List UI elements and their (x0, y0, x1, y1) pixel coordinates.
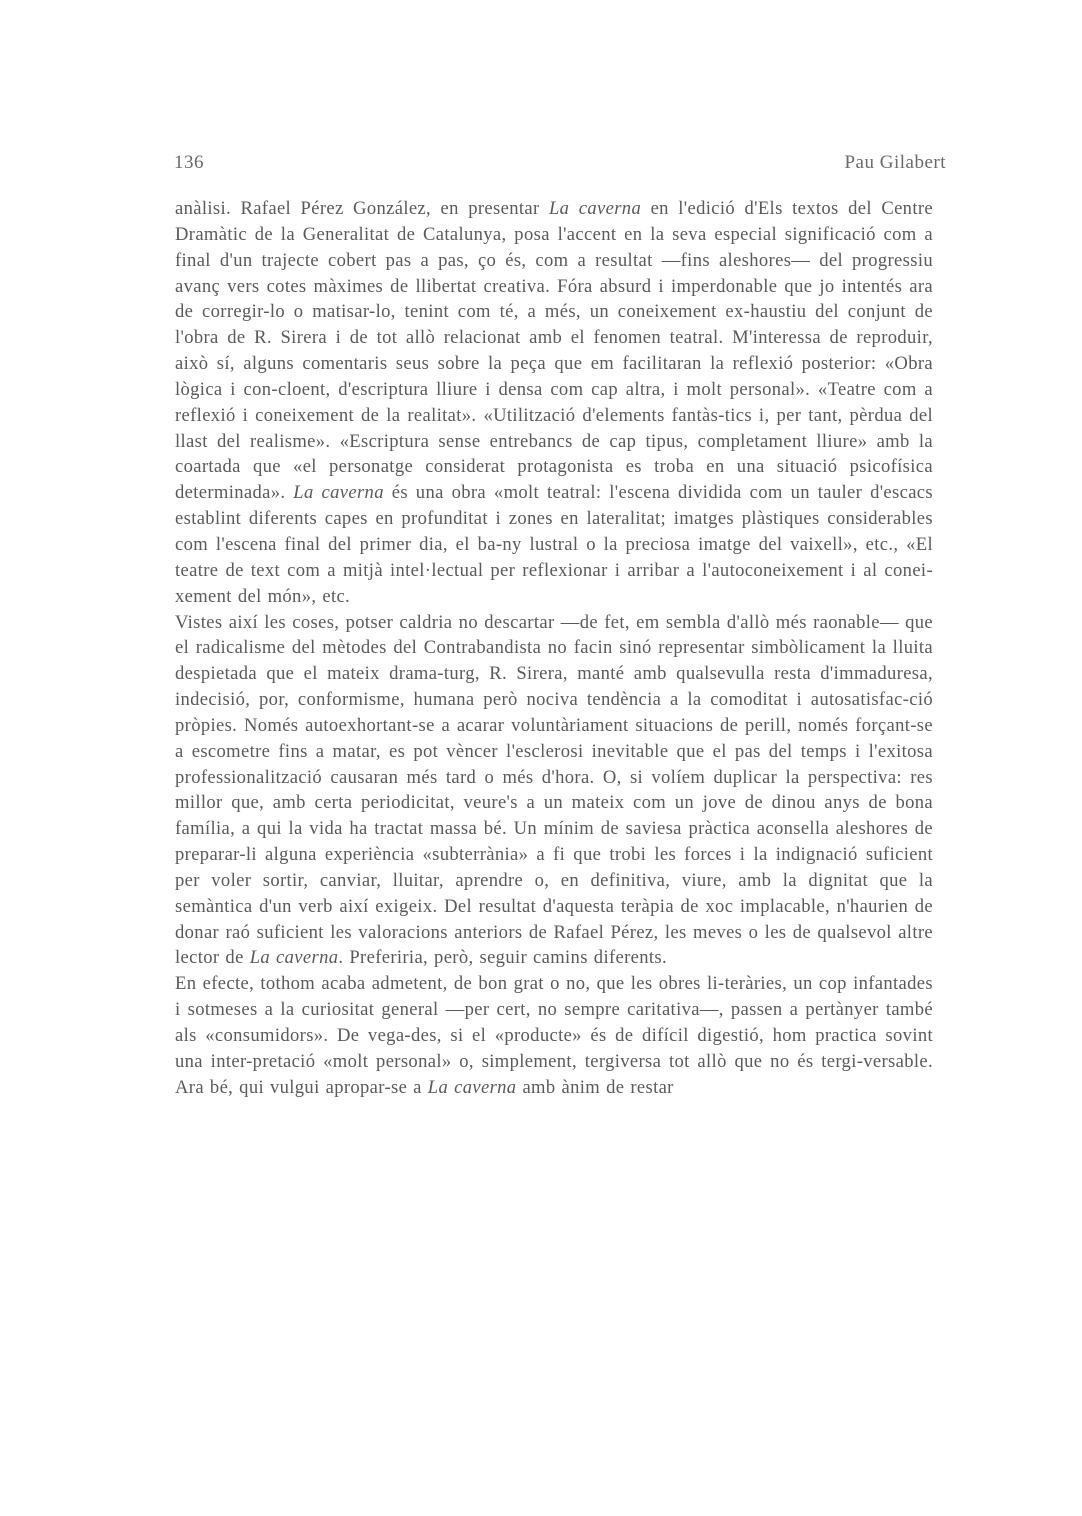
running-head (174, 142, 946, 174)
paragraph-2: Vistes així les coses, potser caldria no descartar —de fet, em sembla d'allò més raonable— que el radicalisme del mètodes del Contrabandista no facin sinó representar simbòlicament la lluita despietada que el mateix drama-turg, R. Sirera, manté amb qualsevulla resta d'immaduresa, indecisió, por, conformisme, humana però nociva tendència a la comoditat i autosatisfac-ció pròpies. Només autoexhortant-se a acarar voluntàriament situacions de perill, només forçant-se a escometre fins a matar, es pot vèncer l'esclerosi inevitable que el pas del temps i l'exitosa professionalització causaran més tard o més d'hora. O, si volíem duplicar la perspectiva: res millor que, amb certa periodicitat, veure's a un mateix com un jove de dinou anys de bona família, a qui la vida ha tractat massa bé. Un mínim de saviesa pràctica aconsella aleshores de preparar-li alguna experiència «subterrània» a fi que trobi les forces i la indignació suficient per voler sortir, canviar, lluitar, aprendre o, en definitiva, viure, amb la dignitat que la semàntica d'un verb així exigeix. Del resultat d'aquesta teràpia de xoc implacable, n'haurien de donar raó suficient les valoracions anteriors de Rafael Pérez, les meves o les de qualsevol altre lector de La caverna. Preferiria, però, seguir camins diferents. (175, 611, 933, 969)
italic-title: La caverna (293, 482, 384, 504)
body-text (175, 196, 933, 1101)
running-head-author: Pau Gilabert (844, 152, 946, 173)
italic-title: La caverna (548, 198, 642, 219)
italic-title: La caverna (249, 947, 339, 969)
page-number: 136 (174, 152, 204, 173)
paragraph-3: En efecte, tothom acaba admetent, de bon grat o no, que les obres li-teràries, un cop infantades i sotmeses a la curiositat general —per cert, no sempre caritativa—, passen a pertànyer també als «consumidors». De vega-des, si el «producte» és de difícil digestió, hom practica sovint una inter-pretació «molt personal» o, simplement, tergiversa tot allò que no és tergi-versable. Ara bé, qui vulgui apropar-se a La caverna amb ànim de restar (175, 973, 933, 1098)
italic-title: La caverna (427, 1076, 517, 1098)
paragraph-1: anàlisi. Rafael Pérez González, en presentar La caverna en l'edició d'Els textos del Centre Dramàtic de la Generalitat de Catalunya, posa l'accent en la seva especial significació com a final d'un trajecte cobert pas a pas, ço és, com a resultat —fins aleshores— del progressiu avanç vers cotes màximes de llibertat creativa. Fóra absurd i imperdonable que jo intentés ara de corregir-lo o matisar-lo, tenint com té, a més, un coneixement ex-haustiu del conjunt de l'obra de R. Sirera i de tot allò relacionat amb el fenomen teatral. M'interessa de reproduir, això sí, alguns comentaris seus sobre la peça que em facilitaran la reflexió posterior: «Obra lògica i con-cloent, d'escriptura lliure i densa com cap altra, i molt personal». «Teatre com a reflexió i coneixement de la realitat». «Utilització d'elements fantàs-tics i, per tant, pèrdua del llast del realisme». «Escriptura sense entrebancs de cap tipus, completament lliure» amb la coartada que «el personatge considerat protagonista es troba en una situació psicofísica determinada». La caverna és una obra «molt teatral: l'escena dividida com un tauler d'escacs establint diferents capes en profunditat i zones en lateralitat; imatges plàstiques considerables com l'escena final del primer dia, el ba-ny lustral o la preciosa imatge del vaixell», etc., «El teatre de text com a mitjà intel·lectual per reflexionar i arribar a l'autoconeixement i al conei-xement del món», etc. (175, 198, 933, 607)
